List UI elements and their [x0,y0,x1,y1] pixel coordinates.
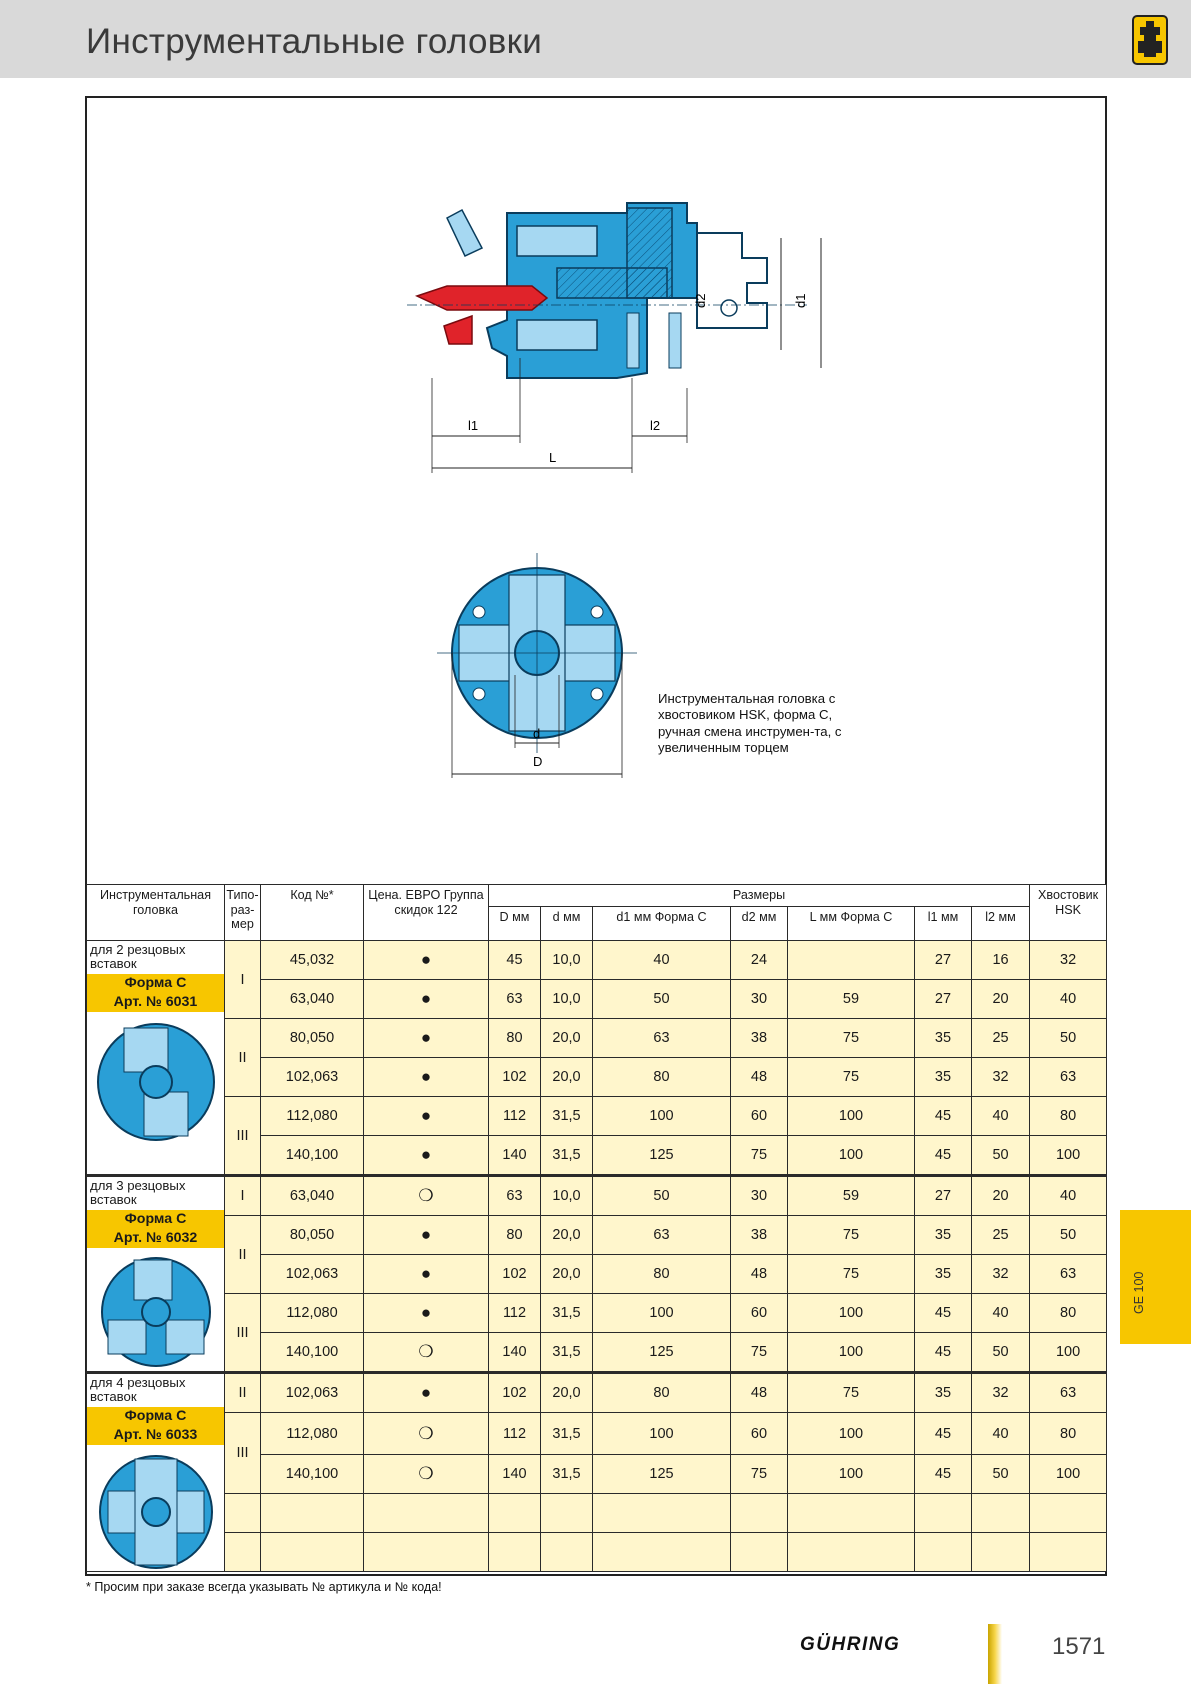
front-view [437,553,637,778]
th-head: Инструментальная головка [87,885,225,941]
group-form [87,974,224,1012]
d-cell: 31,5 [541,1455,593,1494]
d-cell: 20,0 [541,1373,593,1413]
table-row [87,1294,1107,1333]
group-cell-3 [87,1373,225,1572]
d1-cell: 80 [593,1058,731,1097]
th-size: Типо-раз-мер [225,885,261,941]
D-cell: 102 [489,1058,541,1097]
d1-cell: 50 [593,980,731,1019]
table-row [87,1413,1107,1455]
d2-cell: 48 [731,1255,788,1294]
availability-cell: ● [364,1294,489,1333]
l2-cell: 50 [972,1136,1030,1176]
code-cell: 102,063 [261,1058,364,1097]
L-cell [788,941,915,980]
code-cell: 80,050 [261,1216,364,1255]
group-label: для 3 резцовых вставок [90,1178,186,1207]
d2-cell: 75 [731,1333,788,1373]
l1-cell: 35 [915,1058,972,1097]
L-cell: 100 [788,1455,915,1494]
group-art-label: Арт. № 6031 [113,994,198,1010]
availability-cell: ● [364,941,489,980]
dim-d: d [533,726,541,741]
availability-cell: ● [364,1373,489,1413]
l1-cell: 35 [915,1255,972,1294]
table-row [87,1097,1107,1136]
hsk-cell: 63 [1030,1255,1107,1294]
d-cell: 31,5 [541,1413,593,1455]
brand-logo: GÜHRING [800,1634,901,1655]
d2-cell: 60 [731,1413,788,1455]
group-form-label: Форма С [124,1408,187,1424]
code-cell: 80,050 [261,1019,364,1058]
l2-cell: 16 [972,941,1030,980]
d1-cell: 50 [593,1176,731,1216]
d2-cell: 75 [731,1455,788,1494]
D-cell: 63 [489,980,541,1019]
d-cell: 20,0 [541,1255,593,1294]
l2-cell: 50 [972,1333,1030,1373]
availability-cell: ● [364,1058,489,1097]
availability-cell: ● [364,1019,489,1058]
L-cell: 59 [788,1176,915,1216]
d1-cell: 63 [593,1019,731,1058]
d-cell: 31,5 [541,1294,593,1333]
D-cell: 102 [489,1373,541,1413]
th-dims: Размеры [489,885,1030,907]
code-cell: 63,040 [261,1176,364,1216]
D-cell: 112 [489,1294,541,1333]
page-title: Инструментальные головки [86,22,543,61]
availability-cell: ● [364,1255,489,1294]
dim-l1: l1 [468,418,479,433]
hsk-cell: 32 [1030,941,1107,980]
D-cell: 80 [489,1216,541,1255]
size-cell: II [225,1216,261,1294]
l2-cell: 40 [972,1413,1030,1455]
hsk-cell: 80 [1030,1294,1107,1333]
l1-cell: 27 [915,980,972,1019]
table-row [87,1216,1107,1255]
d-cell: 10,0 [541,980,593,1019]
l1-cell: 27 [915,1176,972,1216]
empty-row [87,1533,1107,1572]
hsk-cell: 100 [1030,1136,1107,1176]
d-cell: 31,5 [541,1097,593,1136]
hsk-cell: 63 [1030,1373,1107,1413]
d1-cell: 80 [593,1255,731,1294]
l1-cell: 27 [915,941,972,980]
size-cell: III [225,1413,261,1494]
code-cell: 140,100 [261,1136,364,1176]
d-cell: 10,0 [541,1176,593,1216]
dim-D: D [533,754,543,769]
hsk-cell: 40 [1030,980,1107,1019]
group-form [87,1210,224,1248]
d2-cell: 38 [731,1019,788,1058]
L-cell: 59 [788,980,915,1019]
code-cell: 140,100 [261,1333,364,1373]
th-shank: Хвостовик HSK [1030,885,1107,941]
hsk-cell: 50 [1030,1216,1107,1255]
D-cell: 45 [489,941,541,980]
L-cell: 75 [788,1058,915,1097]
l2-cell: 32 [972,1255,1030,1294]
d-cell: 20,0 [541,1216,593,1255]
dim-d1: d1 [793,293,808,308]
l1-cell: 45 [915,1136,972,1176]
d-cell: 20,0 [541,1058,593,1097]
th-l1: l1 мм [915,907,972,941]
l1-cell: 45 [915,1413,972,1455]
group-art-label: Арт. № 6032 [113,1230,198,1246]
hsk-cell: 100 [1030,1333,1107,1373]
d1-cell: 63 [593,1216,731,1255]
D-cell: 102 [489,1255,541,1294]
l2-cell: 40 [972,1294,1030,1333]
L-cell: 75 [788,1019,915,1058]
d2-cell: 60 [731,1294,788,1333]
d-cell: 20,0 [541,1019,593,1058]
code-cell: 112,080 [261,1413,364,1455]
D-cell: 140 [489,1455,541,1494]
th-L: L мм Форма С [788,907,915,941]
group-cell-1 [87,941,225,1176]
d2-cell: 30 [731,980,788,1019]
hsk-cell: 100 [1030,1455,1107,1494]
l2-cell: 25 [972,1019,1030,1058]
code-cell: 112,080 [261,1294,364,1333]
hsk-cell: 63 [1030,1058,1107,1097]
dim-L: L [549,450,557,465]
group-form [87,1407,224,1445]
code-cell: 112,080 [261,1097,364,1136]
code-cell: 63,040 [261,980,364,1019]
d1-cell: 40 [593,941,731,980]
L-cell: 100 [788,1136,915,1176]
L-cell: 100 [788,1294,915,1333]
specification-table [86,884,1107,1572]
L-cell: 100 [788,1333,915,1373]
table-row [87,1019,1107,1058]
size-cell: II [225,1019,261,1097]
l1-cell: 45 [915,1294,972,1333]
th-price: Цена. ЕВРО Группа скидок 122 [364,885,489,941]
L-cell: 75 [788,1216,915,1255]
table-row [87,1373,1107,1413]
size-cell: I [225,941,261,1019]
d1-cell: 125 [593,1136,731,1176]
D-cell: 63 [489,1176,541,1216]
size-cell: III [225,1294,261,1373]
d1-cell: 125 [593,1333,731,1373]
group-form-label: Форма С [124,1211,187,1227]
table-row [87,1176,1107,1216]
dim-d2: d2 [693,293,708,308]
group-form-label: Форма С [124,975,187,991]
header-row-1 [87,885,1107,907]
d2-cell: 48 [731,1373,788,1413]
l1-cell: 45 [915,1455,972,1494]
table-row [87,941,1107,980]
d2-cell: 75 [731,1136,788,1176]
hsk-cell: 80 [1030,1413,1107,1455]
code-cell: 140,100 [261,1455,364,1494]
l2-cell: 32 [972,1373,1030,1413]
hsk-cell: 50 [1030,1019,1107,1058]
availability-cell: ❍ [364,1455,489,1494]
figure-caption: Инструментальная головка с хвостовиком HSK, форма C, ручная смена инструмен-та, с увеличенным торцем [658,691,842,755]
availability-cell: ❍ [364,1413,489,1455]
L-cell: 75 [788,1255,915,1294]
group-cell-2 [87,1176,225,1373]
th-code: Код №* [261,885,364,941]
l2-cell: 50 [972,1455,1030,1494]
D-cell: 112 [489,1413,541,1455]
footnote: * Просим при заказе всегда указывать № артикула и № кода! [86,1580,442,1594]
footer-divider [988,1624,1002,1684]
L-cell: 100 [788,1413,915,1455]
availability-cell: ● [364,980,489,1019]
head-2-inserts-image [94,1020,218,1144]
d-cell: 10,0 [541,941,593,980]
empty-row [87,1494,1107,1533]
l1-cell: 45 [915,1097,972,1136]
d2-cell: 48 [731,1058,788,1097]
d1-cell: 80 [593,1373,731,1413]
D-cell: 80 [489,1019,541,1058]
tool-holder-icon [1132,15,1168,65]
hsk-cell: 40 [1030,1176,1107,1216]
size-cell: II [225,1373,261,1413]
th-d: d мм [541,907,593,941]
page-number: 1571 [1052,1633,1106,1660]
L-cell: 75 [788,1373,915,1413]
l2-cell: 20 [972,1176,1030,1216]
d1-cell: 100 [593,1294,731,1333]
th-l2: l2 мм [972,907,1030,941]
group-label: для 4 резцовых вставок [90,1375,186,1404]
D-cell: 112 [489,1097,541,1136]
group-art-label: Арт. № 6033 [113,1427,198,1443]
d2-cell: 38 [731,1216,788,1255]
size-cell: I [225,1176,261,1216]
code-cell: 45,032 [261,941,364,980]
th-d2: d2 мм [731,907,788,941]
D-cell: 140 [489,1333,541,1373]
head-4-inserts-image [94,1453,218,1571]
section-tab-label: GE 100 [1132,1271,1146,1314]
d2-cell: 60 [731,1097,788,1136]
th-d1: d1 мм Форма С [593,907,731,941]
l2-cell: 32 [972,1058,1030,1097]
d2-cell: 24 [731,941,788,980]
l2-cell: 25 [972,1216,1030,1255]
l1-cell: 45 [915,1333,972,1373]
availability-cell: ● [364,1216,489,1255]
side-section-view [407,203,821,473]
code-cell: 102,063 [261,1373,364,1413]
l2-cell: 20 [972,980,1030,1019]
d2-cell: 30 [731,1176,788,1216]
availability-cell: ❍ [364,1333,489,1373]
dim-l2: l2 [650,418,661,433]
l2-cell: 40 [972,1097,1030,1136]
head-3-inserts-image [94,1256,218,1368]
code-cell: 102,063 [261,1255,364,1294]
l1-cell: 35 [915,1019,972,1058]
d-cell: 31,5 [541,1136,593,1176]
group-label: для 2 резцовых вставок [90,942,186,971]
l1-cell: 35 [915,1216,972,1255]
th-D: D мм [489,907,541,941]
availability-cell: ❍ [364,1176,489,1216]
D-cell: 140 [489,1136,541,1176]
d-cell: 31,5 [541,1333,593,1373]
availability-cell: ● [364,1136,489,1176]
section-tab [1120,1210,1191,1344]
size-cell: III [225,1097,261,1176]
hsk-cell: 80 [1030,1097,1107,1136]
availability-cell: ● [364,1097,489,1136]
d1-cell: 125 [593,1455,731,1494]
technical-drawing [87,98,1105,882]
l1-cell: 35 [915,1373,972,1413]
L-cell: 100 [788,1097,915,1136]
d1-cell: 100 [593,1097,731,1136]
d1-cell: 100 [593,1413,731,1455]
